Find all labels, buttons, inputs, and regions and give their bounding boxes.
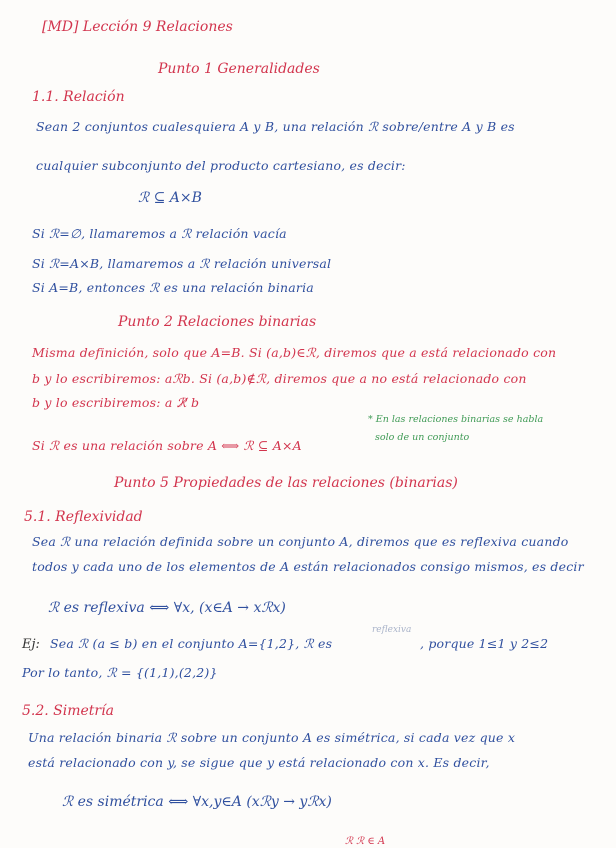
symmetry-line-1: Una relación binaria ℛ sobre un conjunto A es simétrica, si cada vez que x bbox=[28, 730, 516, 745]
punto2-line-3: b y lo escribiremos: a ℛ̸ b bbox=[32, 395, 200, 410]
punto2-formula: Si ℛ es una relación sobre A ⟺ ℛ ⊆ A×A bbox=[32, 438, 302, 453]
section-5-1-title: 5.1. Reflexividad bbox=[24, 509, 143, 525]
symmetry-formula: ℛ es simétrica ⟺ ∀x,y∈A (xℛy → yℛx) bbox=[62, 794, 332, 810]
punto2-line-1: Misma definición, solo que A=B. Si (a,b)∈ℛ, diremos que a está relacionado con bbox=[32, 345, 557, 360]
case-binary: Si A=B, entonces ℛ es una relación binaria bbox=[32, 280, 314, 295]
definition-line-1: Sean 2 conjuntos cualesquiera A y B, una relación ℛ sobre/entre A y B es bbox=[36, 119, 515, 134]
example-line-2: Por lo tanto, ℛ = {(1,1),(2,2)} bbox=[22, 665, 218, 680]
case-empty: Si ℛ=∅, llamaremos a ℛ relación vacía bbox=[32, 226, 287, 241]
example-line: Sea ℛ (a ≤ b) en el conjunto A={1,2}, ℛ es bbox=[50, 636, 333, 651]
subset-formula: ℛ ⊆ A×B bbox=[138, 190, 202, 206]
lesson-header: [MD] Lección 9 Relaciones bbox=[42, 19, 233, 35]
example-faint-note: reflexiva bbox=[372, 625, 412, 635]
punto5-title: Punto 5 Propiedades de las relaciones (binarias) bbox=[114, 475, 458, 491]
example-label: Ej: bbox=[22, 637, 40, 652]
side-note-line-1: * En las relaciones binarias se habla bbox=[368, 414, 544, 425]
section-1-1-title: 1.1. Relación bbox=[32, 89, 125, 105]
reflexive-line-2: todos y cada uno de los elementos de A están relacionados consigo mismos, es decir bbox=[32, 559, 584, 574]
reflexive-formula: ℛ es reflexiva ⟺ ∀x, (x∈A → xℛx) bbox=[48, 600, 286, 616]
reflexive-line-1: Sea ℛ una relación definida sobre un conjunto A, diremos que es reflexiva cuando bbox=[32, 534, 569, 549]
example-reason: , porque 1≤1 y 2≤2 bbox=[420, 636, 549, 651]
section-5-2-title: 5.2. Simetría bbox=[22, 703, 114, 719]
symmetry-line-2: está relacionado con y, se sigue que y está relacionado con x. Es decir, bbox=[28, 755, 490, 770]
punto1-title: Punto 1 Generalidades bbox=[158, 61, 320, 77]
case-universal: Si ℛ=A×B, llamaremos a ℛ relación universal bbox=[32, 256, 332, 271]
side-note-line-2: solo de un conjunto bbox=[375, 432, 470, 443]
punto2-line-2: b y lo escribiremos: aℛb. Si (a,b)∉ℛ, diremos que a no está relacionado con bbox=[32, 371, 527, 386]
definition-line-2: cualquier subconjunto del producto cartesiano, es decir: bbox=[36, 158, 406, 173]
bottom-cut-fragment: ℛ ℛ ∈ A bbox=[345, 836, 386, 847]
punto2-title: Punto 2 Relaciones binarias bbox=[118, 314, 317, 330]
